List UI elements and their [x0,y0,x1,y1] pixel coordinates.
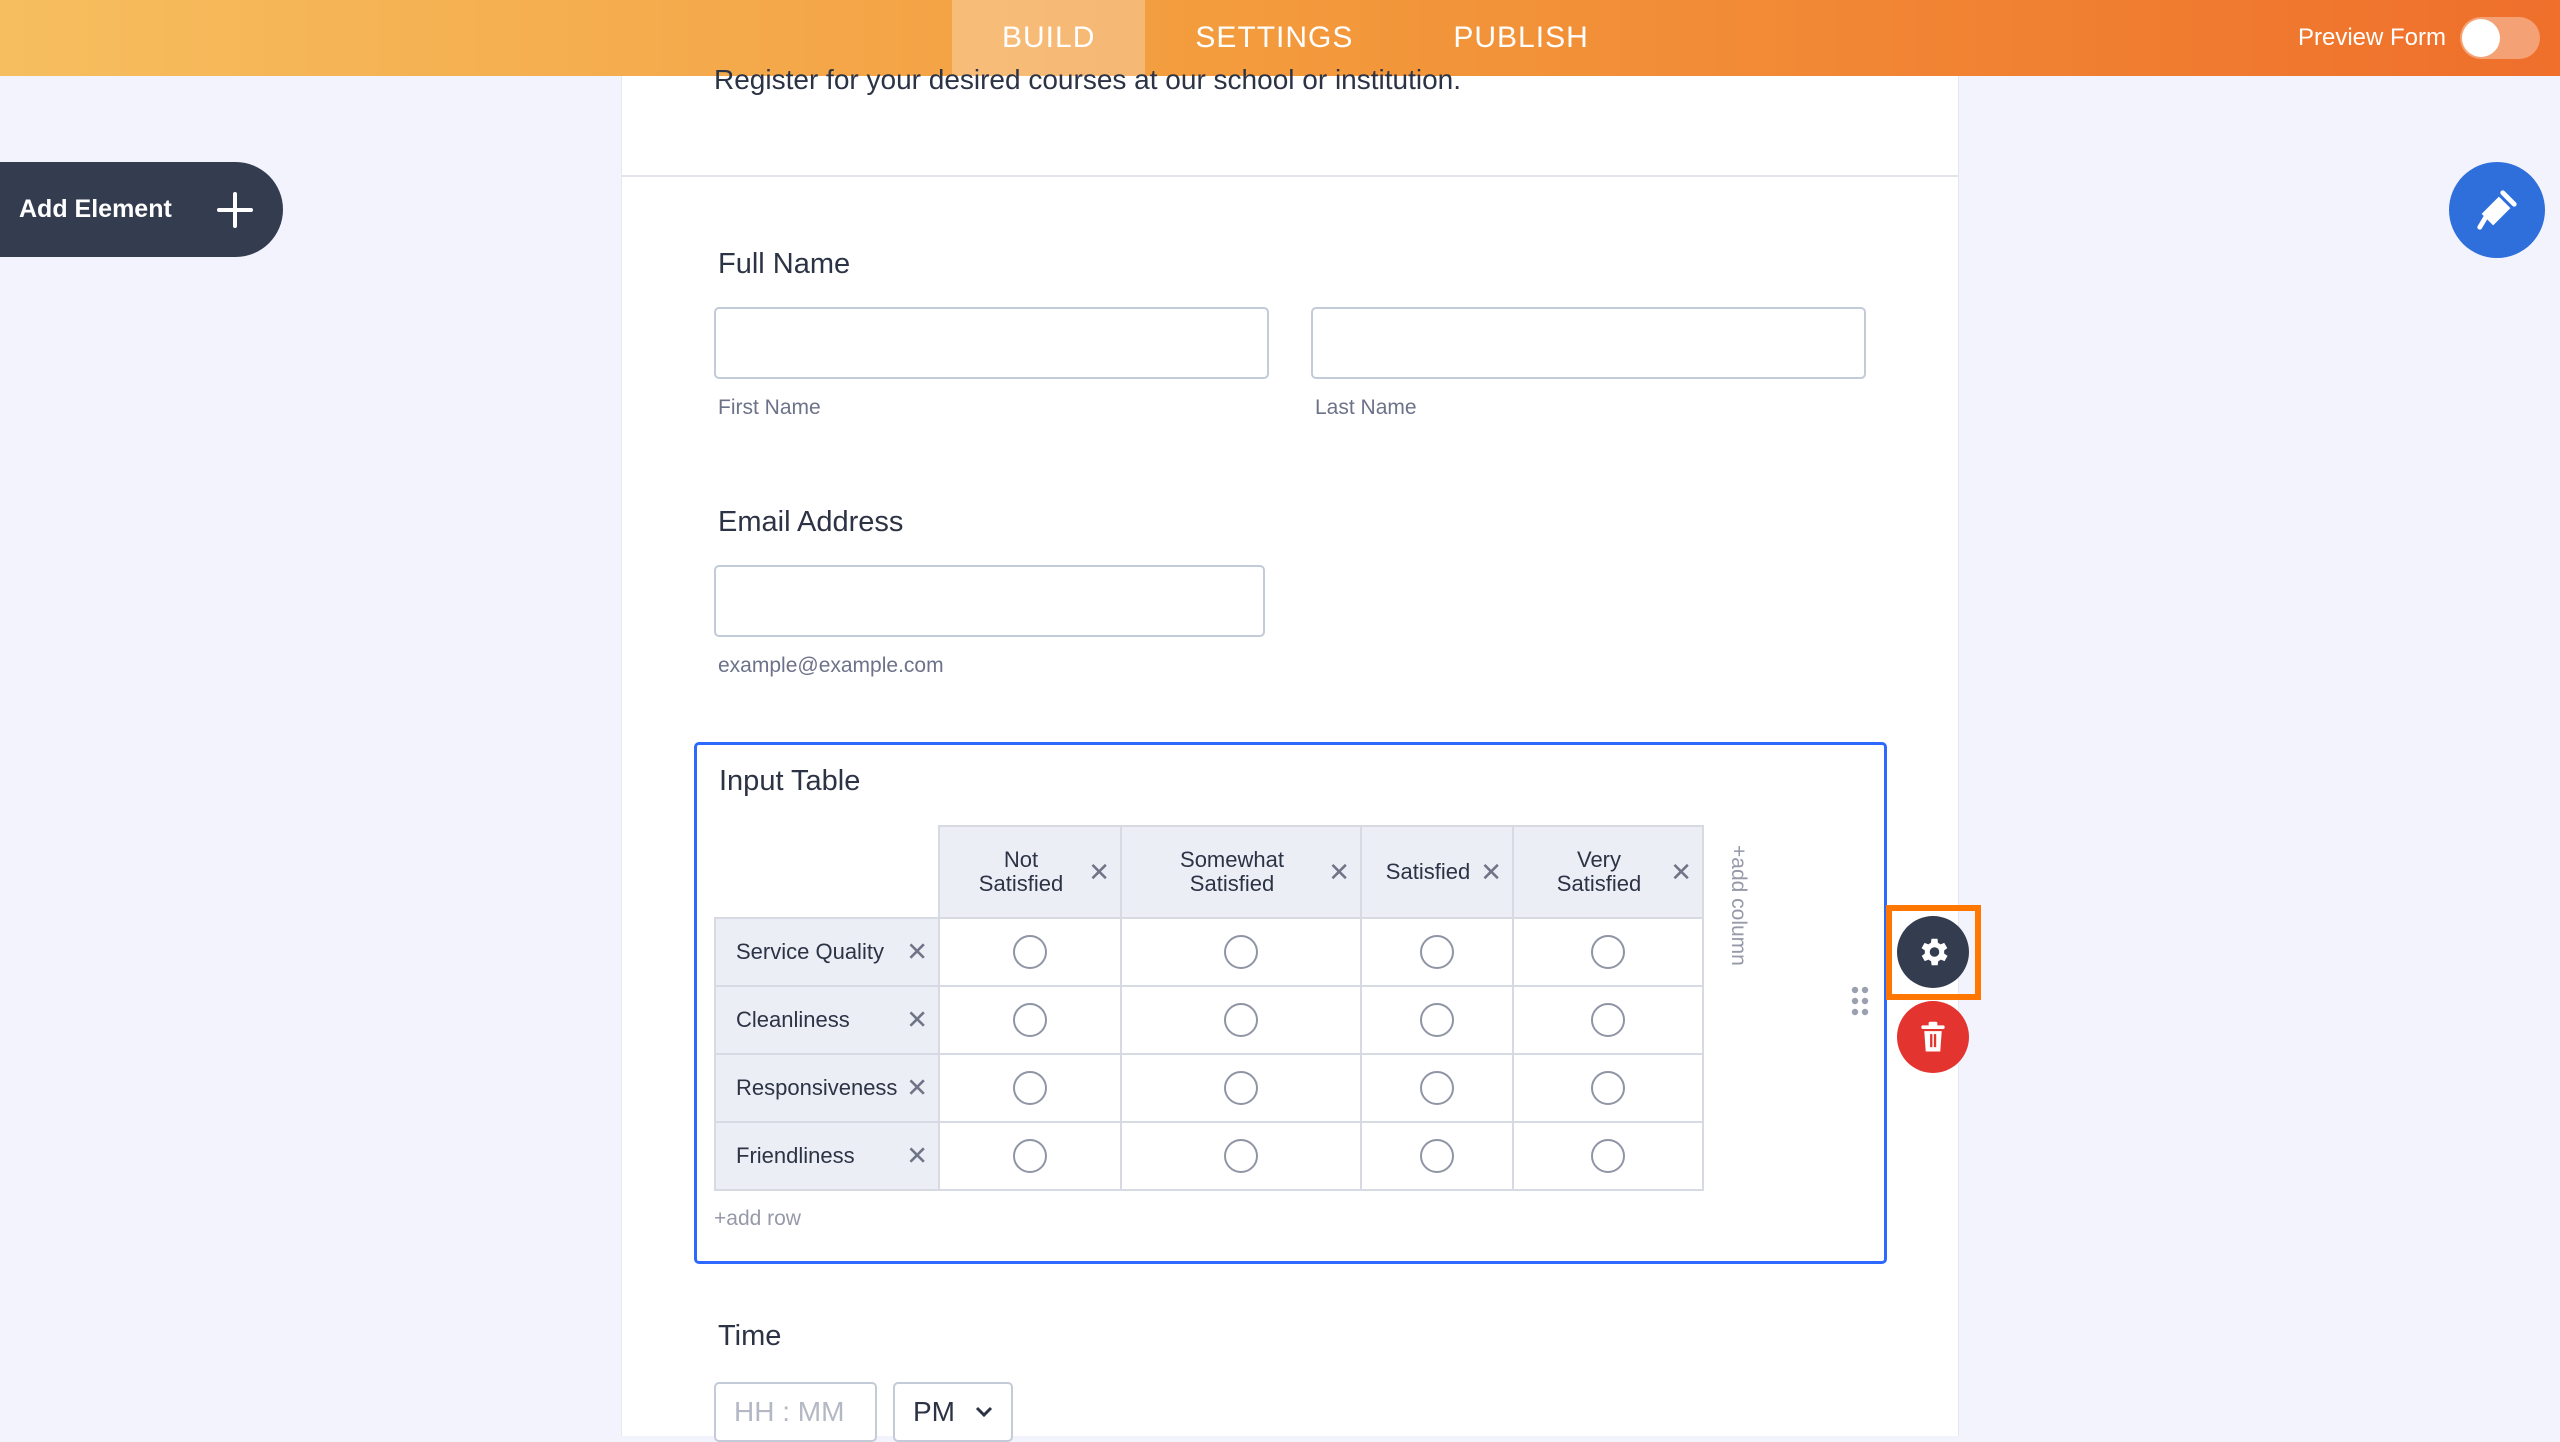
tab-build[interactable]: BUILD [952,0,1145,76]
table-row [715,1054,1703,1122]
input-table-field[interactable] [694,742,1887,1264]
tab-settings[interactable]: SETTINGS [1195,21,1354,54]
column-label-line: Not [1003,847,1039,872]
preview-form-label: Preview Form [2297,24,2446,51]
ampm-value: PM [913,1396,955,1427]
table-row [715,986,1703,1054]
time-input[interactable] [714,1382,877,1442]
row-label: Service Quality [736,939,884,964]
table-row [715,918,1703,986]
column-label-line: Satisfied [1385,859,1471,884]
column-label-line: Satisfied [978,871,1064,896]
table-cell [1361,986,1513,1054]
add-column-link[interactable]: +add column [1727,845,1750,966]
column-label-line: Somewhat [1180,847,1284,872]
table-cell [1121,918,1361,986]
column-label-line: Very [1576,847,1622,872]
header-divider [622,175,1958,177]
radio-button[interactable] [1013,1139,1047,1173]
row-header[interactable] [715,1122,939,1190]
remove-row-icon[interactable]: ✕ [906,1004,928,1035]
table-cell [1513,1122,1703,1190]
remove-column-icon[interactable]: ✕ [1480,857,1502,887]
radio-button[interactable] [1013,1003,1047,1037]
table-cell [1361,918,1513,986]
gear-icon [1915,934,1951,970]
input-table-grid [714,825,1704,1191]
table-cell [939,1122,1121,1190]
radio-button[interactable] [1591,1139,1625,1173]
email-label: Email Address [718,506,904,538]
trash-icon [1918,1021,1948,1053]
remove-row-icon[interactable]: ✕ [906,1140,928,1171]
radio-button[interactable] [1224,1139,1258,1173]
toggle-knob [2462,19,2500,57]
ampm-select[interactable] [893,1382,1013,1442]
table-header-row [715,826,1703,918]
table-cell [939,1054,1121,1122]
table-cell [1513,918,1703,986]
row-header[interactable] [715,918,939,986]
remove-row-icon[interactable]: ✕ [906,1072,928,1103]
column-header[interactable] [1361,826,1513,918]
table-cell [1513,1054,1703,1122]
add-element-button[interactable] [0,162,283,257]
form-designer-button[interactable] [2449,162,2545,258]
row-label: Responsiveness [736,1075,898,1100]
remove-column-icon[interactable]: ✕ [1088,857,1110,887]
row-header[interactable] [715,986,939,1054]
form-canvas [621,64,1959,1436]
radio-button[interactable] [1224,935,1258,969]
table-cell [1513,986,1703,1054]
tab-publish[interactable]: PUBLISH [1453,21,1589,54]
table-cell [1361,1054,1513,1122]
last-name-sublabel: Last Name [1315,396,1417,419]
drag-handle-icon[interactable] [1850,985,1870,1017]
time-placeholder: HH : MM [734,1396,845,1427]
full-name-label: Full Name [718,248,851,280]
radio-button[interactable] [1420,1071,1454,1105]
preview-form-toggle[interactable] [2460,17,2540,59]
radio-button[interactable] [1591,1003,1625,1037]
radio-button[interactable] [1013,935,1047,969]
table-cell [1121,1122,1361,1190]
radio-button[interactable] [1591,935,1625,969]
row-header[interactable] [715,1054,939,1122]
last-name-input[interactable] [1311,307,1866,379]
delete-button[interactable] [1897,1001,1969,1073]
email-sublabel: example@example.com [718,654,944,677]
paint-roller-icon [2474,187,2520,233]
row-label: Cleanliness [736,1007,850,1032]
table-cell [1121,986,1361,1054]
chevron-down-icon [975,1406,993,1418]
table-cell [1361,1122,1513,1190]
remove-row-icon[interactable]: ✕ [906,936,928,967]
first-name-sublabel: First Name [718,396,821,419]
column-header[interactable] [1121,826,1361,918]
radio-button[interactable] [1420,1003,1454,1037]
table-cell [939,918,1121,986]
table-cell [1121,1054,1361,1122]
input-table-title: Input Table [719,765,861,797]
remove-column-icon[interactable]: ✕ [1670,857,1692,887]
column-header[interactable] [1513,826,1703,918]
first-name-input[interactable] [714,307,1269,379]
properties-button[interactable] [1897,916,1969,988]
remove-column-icon[interactable]: ✕ [1328,857,1350,887]
time-label: Time [718,1320,782,1352]
column-label-line: Satisfied [1556,871,1642,896]
plus-icon [217,192,253,228]
table-corner [715,826,939,918]
radio-button[interactable] [1420,935,1454,969]
table-row [715,1122,1703,1190]
add-row-link[interactable]: +add row [714,1207,801,1230]
radio-button[interactable] [1591,1071,1625,1105]
radio-button[interactable] [1224,1003,1258,1037]
email-input[interactable] [714,565,1265,637]
column-header[interactable] [939,826,1121,918]
form-subtitle: Register for your desired courses at our school or institution. [714,64,1462,95]
radio-button[interactable] [1013,1071,1047,1105]
row-label: Friendliness [736,1143,855,1168]
preview-form-control [2298,0,2540,76]
table-cell [939,986,1121,1054]
column-label-line: Satisfied [1189,871,1275,896]
add-element-label: Add Element [19,195,172,223]
radio-button[interactable] [1420,1139,1454,1173]
radio-button[interactable] [1224,1071,1258,1105]
